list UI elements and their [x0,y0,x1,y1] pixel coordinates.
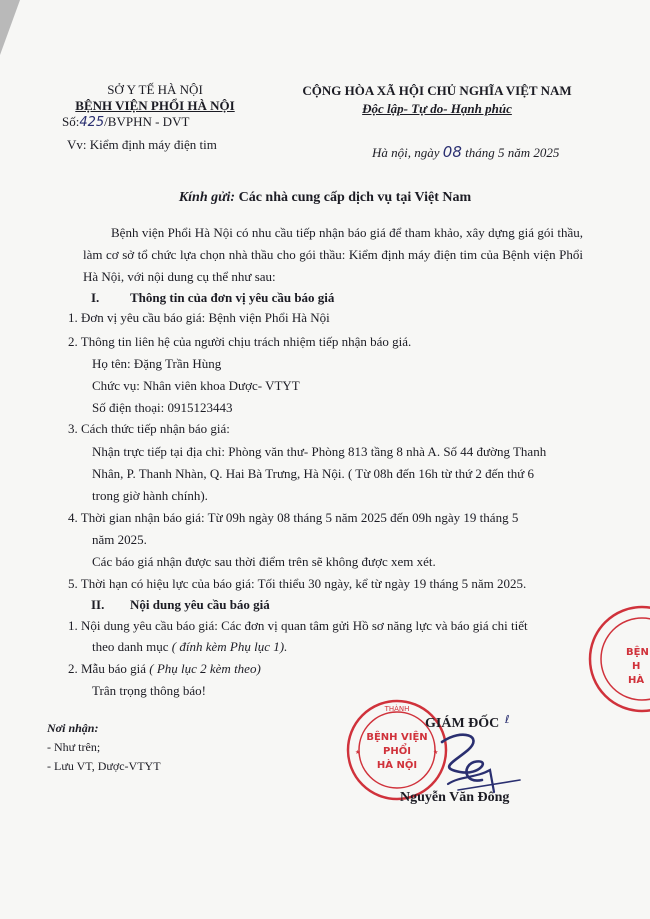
section-1-title: Thông tin của đơn vị yêu cầu báo giá [130,290,335,305]
doc-no-handwritten: 425 [79,115,105,130]
scan-corner-shadow [0,0,20,55]
ministry-name: SỞ Y TẾ HÀ NỘI [107,82,203,97]
national-motto: Độc lập- Tự do- Hạnh phúc [362,101,512,116]
greeting-label: Kính gửi: [178,190,236,205]
stamp-star-right: ★ [433,749,439,756]
receive-address-line-3: trong giờ hành chính). [92,488,208,503]
stamp-ring-text: THÀNH [384,705,410,713]
section-1-item-3: 3. Cách thức tiếp nhận báo giá: [68,421,230,436]
section-1-number: I. [91,290,100,305]
greeting [0,190,650,206]
section-1-item-4-line-1: 4. Thời gian nhận báo giá: Từ 09h ngày 08 tháng 5 năm 2025 đến 09h ngày 19 tháng 5 [68,510,519,525]
recipients-title: Nơi nhận: [47,721,99,735]
edge-stamp-line-1: BỆN [626,647,649,658]
contact-name: Họ tên: Đặng Trần Hùng [92,356,222,371]
stamp-star-left: ★ [355,749,361,756]
date-day-handwritten: 08 [442,143,462,161]
section-1-item-1: 1. Đơn vị yêu cầu báo giá: Bệnh viện Phổi Hà Nội [68,310,330,325]
stamp-line-1: BỆNH VIỆN [366,732,428,743]
greeting-recipient: Các nhà cung cấp dịch vụ tại Việt Nam [238,190,472,205]
country-title: CỘNG HÒA XÃ HỘI CHỦ NGHĨA VIỆT NAM [302,83,572,98]
section-2-title: Nội dung yêu cầu báo giá [130,597,270,612]
contact-position: Chức vụ: Nhân viên khoa Dược- VTYT [92,378,300,393]
signer-role: GIÁM ĐỐC [425,716,500,731]
section-2-number: II. [91,597,105,612]
section-1-item-5: 5. Thời hạn có hiệu lực của báo giá: Tối thiểu 30 ngày, kể từ ngày 19 tháng 5 năm 2025. [68,576,527,591]
stamp-line-2: PHỔI [383,746,411,757]
recipient-line-1: - Như trên; [47,740,101,754]
section-2-item-2-note: ( Phụ lục 2 kèm theo) [149,661,261,676]
section-2-item-1-line-2 [92,637,287,657]
director-signature [402,718,542,798]
national-header [272,82,602,118]
initial-mark-icon: ℓ [505,713,510,726]
receive-address-line-1: Nhận trực tiếp tại địa chỉ: Phòng văn thư- Phòng 813 tầng 8 nhà A. Số 44 đường Thanh [92,444,547,459]
section-1-item-4-line-2: năm 2025. [92,532,147,547]
section-2-item-2 [68,659,261,679]
page-edge-stamp [586,603,650,715]
issuer-header [40,82,270,131]
section-1-item-4-note: Các báo giá nhận được sau thời điểm trên sẽ không được xem xét. [92,554,436,569]
closing-line: Trân trọng thông báo! [92,683,206,698]
doc-no-suffix: /BVPHN - DVT [104,114,190,129]
section-2-item-1-note: ( đính kèm Phụ lục 1). [171,639,288,654]
section-1-item-2: 2. Thông tin liên hệ của người chịu trách nhiệm tiếp nhận báo giá. [68,334,412,349]
issue-date [372,143,559,161]
date-suffix: tháng 5 năm 2025 [465,145,560,160]
section-2-item-1-text: theo danh mục [92,639,169,654]
intro-paragraph: Bệnh viện Phổi Hà Nội có nhu cầu tiếp nhận báo giá để tham khảo, xây dựng giá gói thầu, làm cơ sở tổ chức lựa chọn nhà thầu cho gói thầu: Kiểm định máy điện tim của Bệnh viện Phổi Hà Nội, với nội dung cụ thể như sau: [83,225,583,284]
doc-no-prefix: Số: [62,114,80,129]
recipient-line-2: - Lưu VT, Dược-VTYT [47,759,161,773]
signer-name: Nguyễn Văn Đông [400,790,510,805]
edge-stamp-line-3: HÀ [628,675,645,686]
date-prefix: Hà nội, ngày [372,145,440,160]
document-subject: Vv: Kiểm định máy điện tim [67,137,217,152]
section-2-item-2-text: 2. Mẫu báo giá [68,661,146,676]
hospital-name: BỆNH VIỆN PHỔI HÀ NỘI [75,98,235,113]
document-number [40,114,270,131]
contact-phone: Số điện thoại: 0915123443 [92,400,233,415]
receive-address-line-2: Nhân, P. Thanh Nhàn, Q. Hai Bà Trưng, Hà Nội. ( Từ 08h đến 16h từ thứ 2 đến thứ 6 [92,466,535,481]
edge-stamp-line-2: H [632,661,641,672]
stamp-line-3: HÀ NỘI [376,760,418,771]
section-2-item-1-line-1: 1. Nội dung yêu cầu báo giá: Các đơn vị quan tâm gửi Hồ sơ năng lực và báo giá chi tiết [68,618,528,633]
